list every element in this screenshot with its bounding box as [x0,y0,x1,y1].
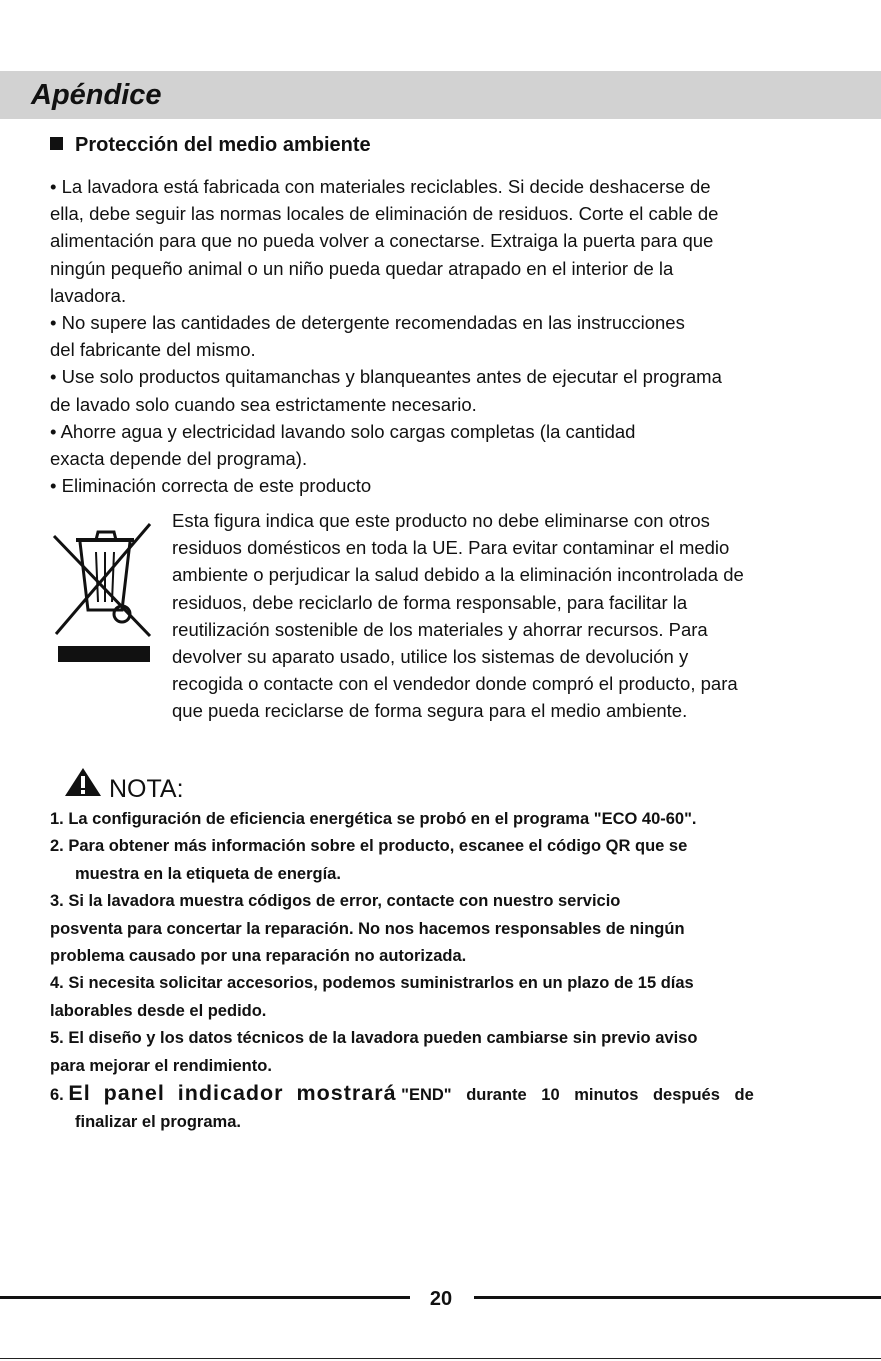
weee-disposal-text [172,507,852,725]
note-line: 5. El diseño y los datos técnicos de la lavadora pueden cambiarse sin previo aviso [50,1029,698,1048]
warning-triangle-icon [63,766,103,798]
environment-text [50,173,840,499]
weee-line: reutilización sostenible de los materiales y ahorrar recursos. Para [172,618,708,640]
section-heading [50,134,371,157]
note-line: 1. La configuración de eficiencia energética se probó en el programa "ECO 40-60". [50,810,697,828]
note-6-text: "END" durante 10 minutos después de [401,1086,754,1105]
crossed-out-wheelie-bin-icon [52,512,154,662]
body-line: • Ahorre agua y electricidad lavando solo cargas completas (la cantidad [50,420,636,442]
note-item-6 [50,1080,850,1109]
section-heading-text: Protección del medio ambiente [75,134,371,156]
bottom-edge-line [0,1358,881,1359]
note-line: laborables desde el pedido. [50,1001,267,1020]
body-line: • No supere las cantidades de detergente recomendadas en las instrucciones [50,312,685,334]
note-line: 4. Si necesita solicitar accesorios, podemos suministrarlos en un plazo de 15 días [50,974,694,993]
note-line: 3. Si la lavadora muestra códigos de error, contacte con nuestro servicio [50,892,621,911]
body-line: ella, debe seguir las normas locales de eliminación de residuos. Corte el cable de [50,203,719,225]
footer-rule-left [0,1296,410,1299]
weee-line: ambiente o perjudicar la salud debido a la eliminación incontrolada de [172,564,744,586]
note-line: para mejorar el rendimiento. [50,1056,272,1075]
weee-line: devolver su aparato usado, utilice los sistemas de devolución y [172,646,689,668]
body-line: exacta depende del programa). [50,448,308,470]
note-line: muestra en la etiqueta de energía. [75,864,341,883]
nota-heading-text: NOTA: [109,775,184,803]
square-bullet-icon [50,137,63,150]
note-6-number: 6. [50,1086,64,1105]
body-line: alimentación para que no pueda volver a conectarse. Extraiga la puerta para que [50,230,714,252]
weee-line: recogida o contacte con el vendedor donde compró el producto, para [172,673,738,695]
note-line: posventa para concertar la reparación. No nos hacemos responsables de ningún [50,919,685,938]
body-line: • Use solo productos quitamanchas y blanqueantes antes de ejecutar el programa [50,366,722,388]
note-line: 2. Para obtener más información sobre el producto, escanee el código QR que se [50,837,688,856]
note-6-large-text: El panel indicador mostrará [68,1081,397,1106]
body-line: del fabricante del mismo. [50,339,256,361]
weee-line: residuos, debe reciclarlo de forma responsable, para facilitar la [172,591,688,613]
body-line: de lavado solo cuando sea estrictamente necesario. [50,393,477,415]
weee-line: Esta figura indica que este producto no debe eliminarse con otros [172,510,710,531]
page-title: Apéndice [31,79,162,111]
note-line: problema causado por una reparación no autorizada. [50,947,467,966]
page-number: 20 [429,1288,453,1310]
weee-line: residuos domésticos en toda la UE. Para evitar contaminar el medio [172,537,730,559]
appendix-header-bar [0,71,881,119]
weee-line: que pueda reciclarse de forma segura para el medio ambiente. [172,700,688,722]
note-line: finalizar el programa. [75,1113,241,1132]
footer-rule-right [474,1296,881,1299]
notes-list [50,806,850,1137]
body-line: lavadora. [50,284,127,306]
body-line: • La lavadora está fabricada con materiales reciclables. Si decide deshacerse de [50,176,711,197]
body-line: • Eliminación correcta de este producto [50,475,372,497]
body-line: ningún pequeño animal o un niño pueda quedar atrapado en el interior de la [50,257,674,279]
